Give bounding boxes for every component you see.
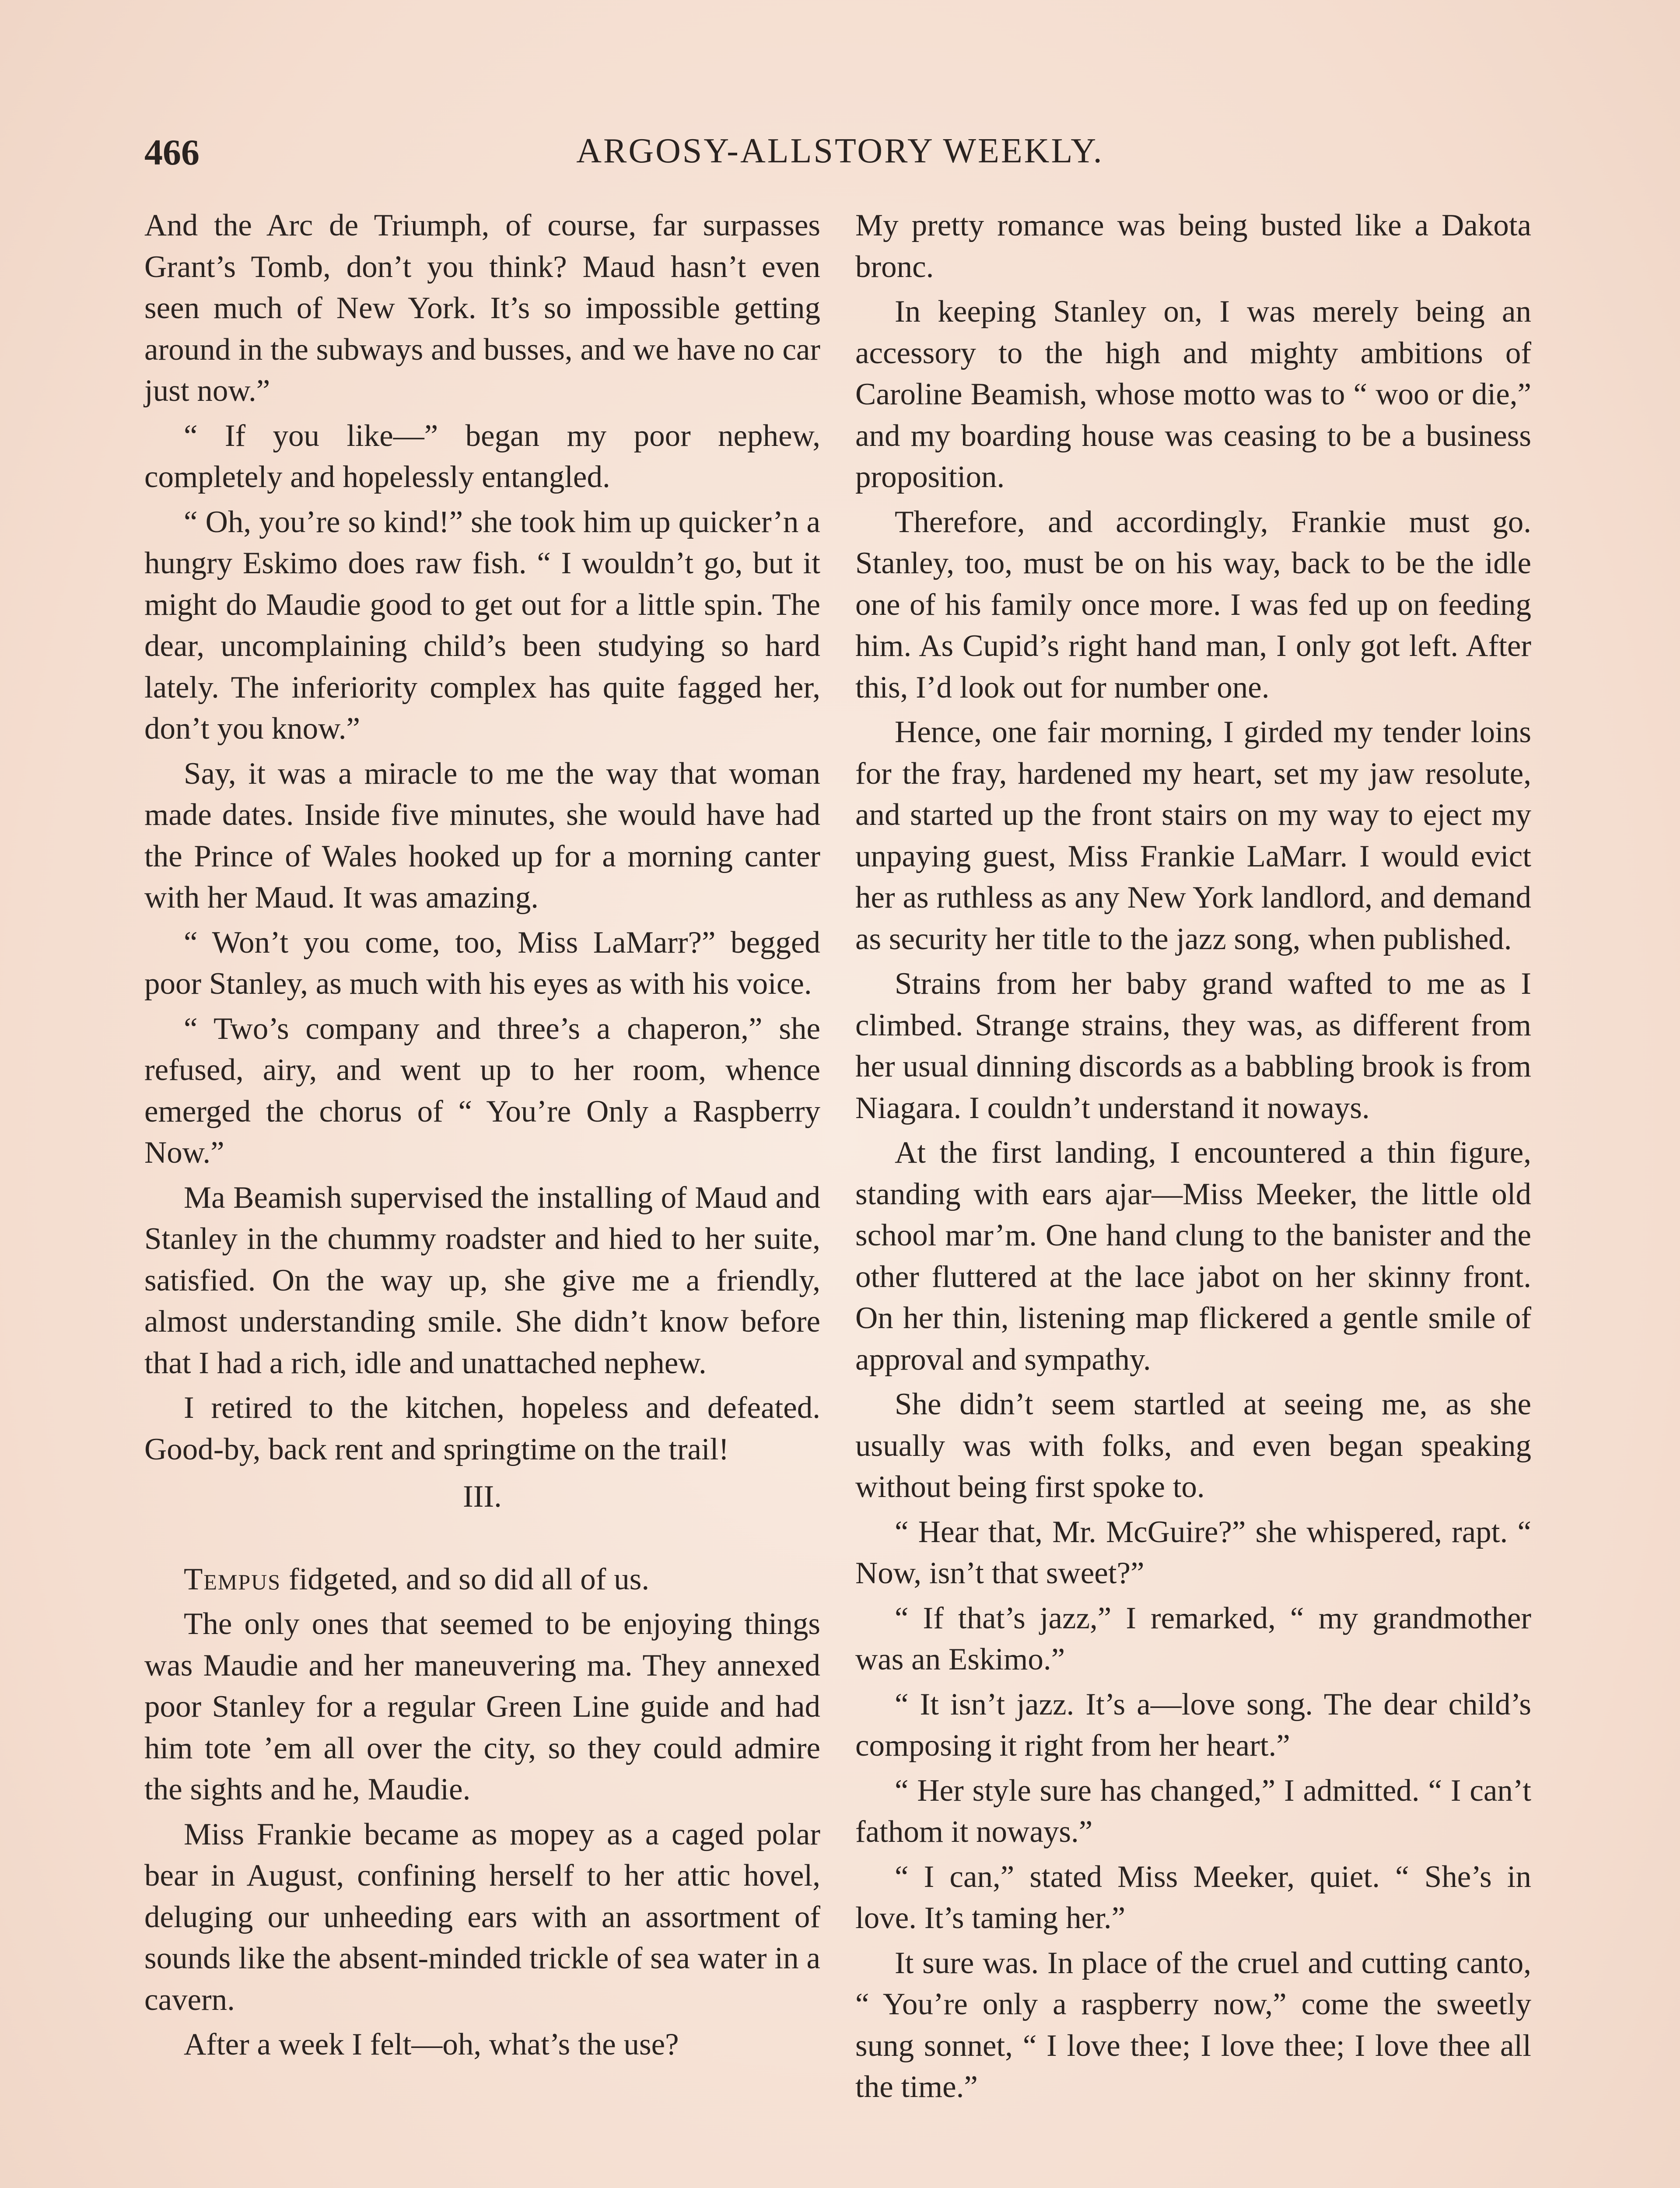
right-column [855,205,1531,2111]
paragraph: After a week I felt—oh, what’s the use? [184,2027,679,2062]
lead-rest: fidgeted, and so did all of us. [281,1562,650,1596]
paragraph: “ Her style sure has changed,” I admitted. “ I can’t fathom it noways.” [855,1773,1531,1849]
section-opening-paragraph [144,1559,820,1600]
paragraph: My pretty romance was being busted like a Dakota bronc. [855,208,1531,284]
paragraph: “ Hear that, Mr. McGuire?” she whispered, rapt. “ Now, isn’t that sweet?” [855,1515,1531,1590]
paragraph: Miss Frankie became as mopey as a caged polar bear in August, confining herself to her attic hovel, deluging our unheeding ears with an assortment of sounds like the absent-minded trickle of sea water in a cavern. [144,1817,820,2017]
lead-word: Tempus [184,1562,281,1596]
section-heading: III. [463,1480,502,1514]
running-head: ARGOSY-ALLSTORY WEEKLY. [576,132,1104,170]
paragraph: At the first landing, I encountered a thin figure, standing with ears ajar—Miss Meeker, the little old school mar’m. One hand clung to the banister and the other fluttered at the lace jabot on her skinny front. On her thin, listening map flickered a gentle smile of approval and sympathy. [855,1136,1531,1377]
paragraph: The only ones that seemed to be enjoying things was Maudie and her maneuvering ma. They annexed poor Stanley for a regular Green Line guide and had him tote ’em all over the city, so they could admire the sights and he, Maudie. [144,1607,820,1806]
page-number: 466 [144,132,200,173]
left-column [144,205,820,2069]
paragraph: She didn’t seem startled at seeing me, as she usually was with folks, and even began speaking without being first spoke to. [855,1387,1531,1504]
page-header [144,123,1536,184]
paragraph: “ I can,” stated Miss Meeker, quiet. “ She’s in love. It’s taming her.” [855,1859,1531,1935]
paragraph: I retired to the kitchen, hopeless and defeated. Good-by, back rent and springtime on the trail! [144,1391,820,1466]
paragraph: Hence, one fair morning, I girded my tender loins for the fray, hardened my heart, set my jaw resolute, and started up the front stairs on my way to eject my unpaying guest, Miss Frankie LaMarr. I would evict her as ruthless as any New York landlord, and demand as security her title to the jazz song, when published. [855,715,1531,956]
paragraph: Therefore, and accordingly, Frankie must go. Stanley, too, must be on his way, back to be the idle one of his family once more. I was fed up on feeding him. As Cupid’s right hand man, I only got left. After this, I’d look out for number one. [855,505,1531,705]
paragraph: In keeping Stanley on, I was merely being an accessory to the high and mighty ambitions of Caroline Beamish, whose motto was to “ woo or die,” and my boarding house was ceasing to be a business proposition. [855,295,1531,494]
paragraph: Strains from her baby grand wafted to me as I climbed. Strange strains, they was, as different from her usual dinning discords as a babbling brook is from Niagara. I couldn’t understand it noways. [855,967,1531,1125]
paragraph: It sure was. In place of the cruel and cutting canto, “ You’re only a raspberry now,” come the sweetly sung sonnet, “ I love thee; I love thee; I love thee all the time.” [855,1946,1531,2104]
paragraph: “ It isn’t jazz. It’s a—love song. The dear child’s composing it right from her heart.” [855,1687,1531,1763]
paragraph: Say, it was a miracle to me the way that woman made dates. Inside five minutes, she would have had the Prince of Wales hooked up for a morning canter with her Maud. It was amazing. [144,756,820,915]
paragraph: “ Oh, you’re so kind!” she took him up quicker’n a hungry Eskimo does raw fish. “ I wouldn’t go, but it might do Maudie good to get out for a little spin. The dear, uncomplaining child’s been studying so hard lately. The inferiority complex has quite fagged her, don’t you know.” [144,505,820,746]
paragraph: Ma Beamish supervised the installing of Maud and Stanley in the chummy roadster and hied to her suite, satisfied. On the way up, she give me a friendly, almost understanding smile. She didn’t know before that I had a rich, idle and unattached nephew. [144,1180,820,1380]
paragraph: “ If that’s jazz,” I remarked, “ my grandmother was an Eskimo.” [855,1601,1531,1676]
paragraph: “ If you like—” began my poor nephew, completely and hopelessly entangled. [144,418,820,494]
paragraph: And the Arc de Triumph, of course, far surpasses Grant’s Tomb, don’t you think? Maud hasn’t even seen much of New York. It’s so impossible getting around in the subways and busses, and we have no car just now.” [144,208,820,408]
paragraph: “ Two’s company and three’s a chaperon,” she refused, airy, and went up to her room, whence emerged the chorus of “ You’re Only a Raspberry Now.” [144,1011,820,1170]
paragraph: “ Won’t you come, too, Miss LaMarr?” begged poor Stanley, as much with his eyes as with his voice. [144,925,820,1001]
